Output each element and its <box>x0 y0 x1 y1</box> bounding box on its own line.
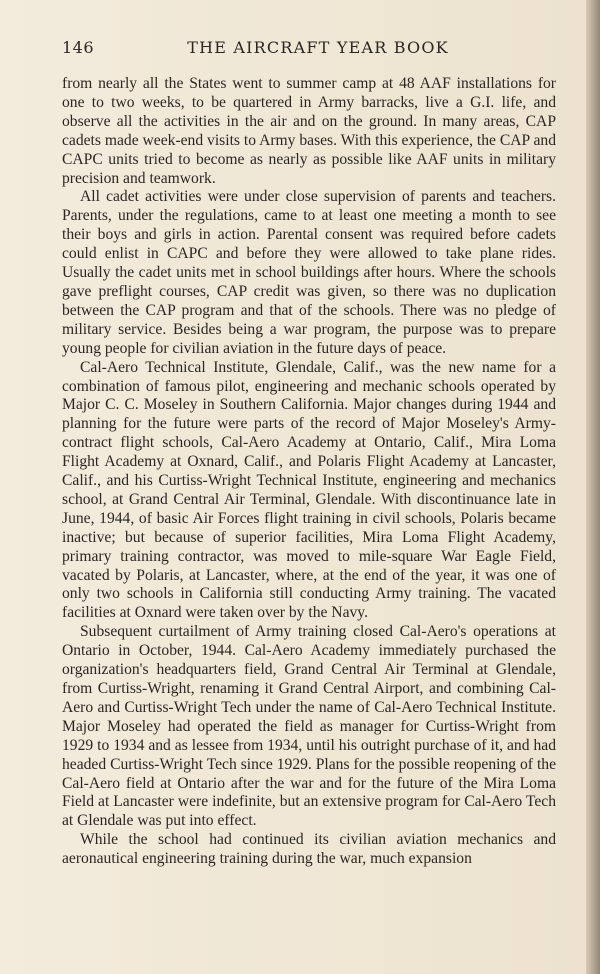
paragraph-continued: from nearly all the States went to summer camp at 48 AAF installations for one to two weeks, to be quartered in Army barracks, live a G.I. life, and observe all the activities in the air and on the ground. In many areas, CAP cadets made week-end visits to Army bases. With this experience, the CAP and CAPC units tried to become as nearly as possible like AAF units in military precision and teamwork. <box>62 75 556 187</box>
page-header <box>62 38 556 62</box>
page-number: 146 <box>62 38 95 57</box>
body-text <box>62 75 556 869</box>
paragraph-curtailment: Subsequent curtailment of Army training closed Cal-Aero's operations at Ontario in October, 1944. Cal-Aero Academy immediately purchased the organization's headquarters field, Grand Central Air Terminal at Glendale, from Curtiss-Wright, renaming it Grand Central Airport, and combining Cal-Aero and Curtiss-Wright Tech under the name of Cal-Aero Technical Institute. Major Moseley had operated the field as manager for Curtiss-Wright from 1929 to 1934 and as lessee from 1934, until his outright purchase of it, and had headed Curtiss-Wright Tech since 1929. Plans for the possible reopening of the Cal-Aero field at Ontario after the war and for the future of the Mira Loma Field at Lancaster were indefinite, but an extensive program for Cal-Aero Tech at Glendale was put into effect. <box>62 623 556 830</box>
book-spine-edge <box>586 0 600 974</box>
paragraph-cal-aero-institute: Cal-Aero Technical Institute, Glendale, Calif., was the new name for a combination of famous pilot, engineering and mechanic schools operated by Major C. C. Moseley in Southern California. Major changes during 1944 and planning for the future were parts of the record of Major Moseley's Army-contract flight schools, Cal-Aero Academy at Ontario, Calif., Mira Loma Flight Academy at Oxnard, Calif., and Polaris Flight Academy at Lancaster, Calif., and his Curtiss-Wright Technical Institute, engineering and mechanics school, at Grand Central Air Terminal, Glendale. With discontinuance late in June, 1944, of basic Air Forces flight training in civil schools, Polaris became inactive; but because of superior facilities, Mira Loma Flight Academy, primary training contractor, was moved to mile-square War Eagle Field, vacated by Polaris, at Lancaster, where, at the end of the year, it was one of only two schools in California still conducting Army training. The vacated facilities at Oxnard were taken over by the Navy. <box>62 358 556 622</box>
paragraph-school-expansion: While the school had continued its civilian aviation mechanics and aeronautical engineering training during the war, much expansion <box>62 831 556 868</box>
paragraph-cadet-activities: All cadet activities were under close supervision of parents and teachers. Parents, under the regulations, came to at least one meeting a month to see their boys and girls in action. Parental consent was required before cadets could enlist in CAPC and before they were allowed to take plane rides. Usually the cadet units met in school buildings after hours. Where the schools gave preflight courses, CAP credit was given, so there was no duplication between the CAP program and that of the schools. There was no pledge of military service. Besides being a war program, the purpose was to prepare young people for civilian aviation in the future days of peace. <box>62 188 556 357</box>
running-head: THE AIRCRAFT YEAR BOOK <box>187 38 449 57</box>
